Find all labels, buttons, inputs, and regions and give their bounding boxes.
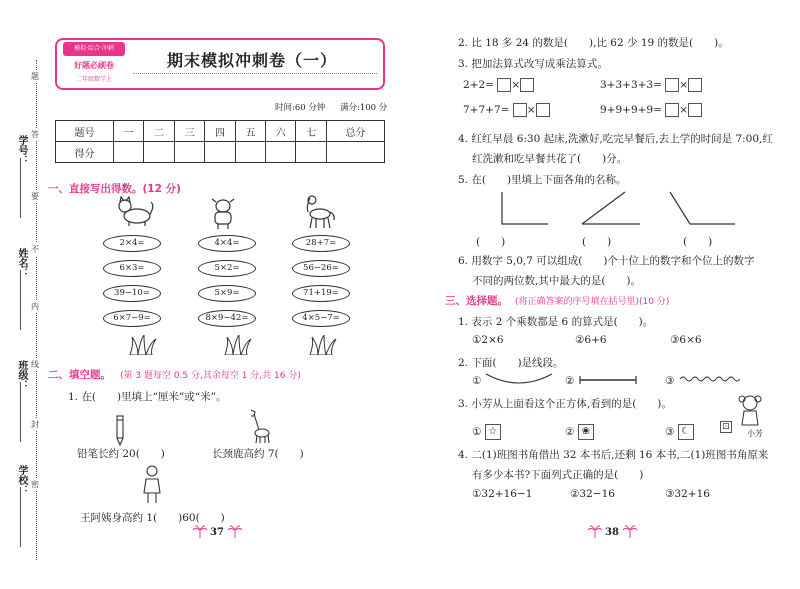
wavy-line-icon bbox=[678, 374, 740, 384]
choice-option[interactable]: ① bbox=[472, 375, 482, 387]
bind-char: 密 bbox=[31, 480, 39, 489]
cube-icon: ⚀ bbox=[720, 421, 732, 433]
add-to-multiply-row: 2+2= × bbox=[463, 78, 534, 92]
addition-expression: 3+3+3+3= bbox=[600, 79, 662, 91]
choice-option[interactable]: ②32−16 bbox=[570, 488, 615, 500]
bind-char: 要 bbox=[31, 192, 39, 201]
oral-calc-item[interactable]: 39−10= bbox=[103, 285, 161, 302]
fill-q6-line1[interactable]: 6. 用数字 5,0,7 可以组成( )个十位上的数字和个位上的数字 bbox=[458, 255, 755, 267]
oral-calc-item[interactable]: 4×4= bbox=[198, 235, 256, 252]
section1-title: 一、直接写出得数。(12 分) bbox=[48, 183, 181, 195]
header-subtitle: 好题必刷卷 bbox=[74, 61, 114, 70]
choice-option[interactable]: ③ bbox=[665, 375, 675, 387]
score-input-cell[interactable] bbox=[326, 142, 384, 163]
palm-tree-icon bbox=[588, 524, 602, 538]
score-table-header-row bbox=[56, 121, 385, 142]
cat-icon bbox=[115, 196, 155, 228]
answer-box[interactable] bbox=[520, 78, 534, 92]
bind-char: 不 bbox=[31, 245, 39, 254]
choice-q1[interactable]: 1. 表示 2 个乘数都是 6 的算式是( )。 bbox=[458, 316, 654, 328]
score-input-cell[interactable] bbox=[205, 142, 235, 163]
choice-option[interactable]: ③32+16 bbox=[665, 488, 710, 500]
oral-calc-item[interactable]: 8×9−42= bbox=[198, 310, 256, 327]
bind-char: 内 bbox=[31, 302, 39, 311]
header-grade: 二年级数学上 bbox=[75, 76, 112, 83]
oral-calc-item[interactable]: 2×4= bbox=[103, 235, 161, 252]
score-cell: 题号 bbox=[56, 121, 114, 142]
score-cell: 六 bbox=[266, 121, 296, 142]
add-to-multiply-row: 3+3+3+3= × bbox=[600, 78, 702, 92]
choice-option[interactable]: ② bbox=[565, 426, 575, 438]
exam-full-score: 满分:100 分 bbox=[340, 103, 388, 113]
add-to-multiply-row: 7+7+7= × bbox=[463, 103, 550, 117]
header-tag: 模拟·综合·冲刺 bbox=[63, 42, 125, 56]
choice-option[interactable]: ②6+6 bbox=[575, 334, 607, 346]
palm-tree-icon bbox=[623, 524, 637, 538]
section2-title: 二、填空题。 bbox=[48, 369, 111, 381]
score-input-cell[interactable] bbox=[296, 142, 326, 163]
choice-q4-line1: 4. 二(1)班图书角借出 32 本书后,还剩 16 本书,二(1)班图书角原来 bbox=[458, 449, 769, 461]
angle-name-blank[interactable]: ( ) bbox=[476, 236, 506, 248]
score-cell: 得分 bbox=[56, 142, 114, 163]
grass-icon bbox=[223, 335, 253, 355]
oral-calc-item[interactable]: 71+19= bbox=[292, 285, 350, 302]
answer-box[interactable] bbox=[688, 103, 702, 117]
answer-box[interactable] bbox=[497, 78, 511, 92]
angles-figure bbox=[490, 190, 750, 230]
pencil-length-question[interactable]: 铅笔长约 20( ) bbox=[77, 448, 165, 460]
header-dotted-line bbox=[133, 73, 377, 74]
fill-q5: 5. 在( )里填上下面各角的名称。 bbox=[458, 174, 627, 186]
segment-icon bbox=[578, 376, 638, 384]
fill-q1: 1. 在( )里填上“厘米”或“米”。 bbox=[68, 391, 227, 403]
oral-calc-item[interactable]: 6×7−9= bbox=[103, 310, 161, 327]
oral-calc-item[interactable]: 6×3= bbox=[103, 260, 161, 277]
school-line[interactable] bbox=[20, 487, 21, 547]
bind-char: 线 bbox=[31, 360, 39, 369]
score-cell: 一 bbox=[114, 121, 144, 142]
addition-expression: 9+9+9+9= bbox=[600, 104, 662, 116]
angle-name-blank[interactable]: ( ) bbox=[582, 236, 612, 248]
palm-tree-icon bbox=[193, 524, 207, 538]
xiaofang-label: 小芳 bbox=[747, 429, 763, 438]
score-cell: 总分 bbox=[326, 121, 384, 142]
bind-char: 封 bbox=[31, 420, 39, 429]
answer-box[interactable] bbox=[665, 78, 679, 92]
oral-calc-item[interactable]: 56−26= bbox=[292, 260, 350, 277]
score-cell: 四 bbox=[205, 121, 235, 142]
score-table bbox=[55, 120, 385, 163]
pencil-icon bbox=[115, 414, 125, 446]
flower-icon: ❀ bbox=[578, 424, 594, 440]
score-cell: 五 bbox=[235, 121, 265, 142]
wang-height-question[interactable]: 王阿姨身高约 1( )60( ) bbox=[80, 512, 225, 524]
exam-time: 时间:60 分钟 bbox=[275, 103, 326, 113]
giraffe-height-question[interactable]: 长颈鹿高约 7( ) bbox=[212, 448, 304, 460]
score-cell: 三 bbox=[174, 121, 204, 142]
score-cell: 七 bbox=[296, 121, 326, 142]
addition-expression: 2+2= bbox=[463, 79, 494, 91]
class-label: 班级： bbox=[16, 360, 27, 390]
choice-option-row[interactable] bbox=[665, 424, 694, 440]
fill-q4-line2[interactable]: 红洗漱和吃早餐共花了( )分。 bbox=[472, 153, 628, 165]
answer-box[interactable] bbox=[688, 78, 702, 92]
exam-title: 期末模拟冲刺卷（一） bbox=[167, 51, 338, 70]
score-input-cell[interactable] bbox=[114, 142, 144, 163]
score-input-cell[interactable] bbox=[235, 142, 265, 163]
choice-option-row[interactable] bbox=[565, 424, 594, 440]
choice-q3[interactable]: 3. 小芳从上面看这个正方体,看到的是( )。 bbox=[458, 398, 672, 410]
student-no-line[interactable] bbox=[20, 158, 21, 218]
section3-title: 三、选择题。 bbox=[445, 295, 508, 307]
horse-icon bbox=[302, 194, 336, 230]
grass-icon bbox=[308, 335, 338, 355]
fill-q3: 3. 把加法算式改写成乘法算式。 bbox=[458, 58, 608, 70]
moon-icon: ☾ bbox=[678, 424, 694, 440]
add-to-multiply-row: 9+9+9+9= × bbox=[600, 103, 702, 117]
choice-q4-line2[interactable]: 有多少本书?下面列式正确的是( ) bbox=[472, 469, 644, 481]
grass-icon bbox=[128, 335, 158, 355]
section2-note: (第 3 题每空 0.5 分,其余每空 1 分,共 16 分) bbox=[120, 371, 301, 381]
choice-q2[interactable]: 2. 下面( )是线段。 bbox=[458, 357, 564, 369]
section3-note: (将正确答案的序号填在括号里)(10 分) bbox=[515, 297, 670, 307]
cow-icon bbox=[208, 196, 238, 230]
oral-calc-item[interactable]: 28+7= bbox=[292, 235, 350, 252]
addition-expression: 7+7+7= bbox=[463, 104, 510, 116]
curve-line-icon bbox=[484, 372, 554, 386]
choice-option[interactable]: ①2×6 bbox=[472, 334, 504, 346]
page-number-left: 37 bbox=[210, 527, 224, 538]
person-icon bbox=[140, 465, 164, 505]
fill-q6-line2[interactable]: 不同的两位数,其中最大的是( )。 bbox=[472, 275, 642, 287]
fill-q4-line1: 4. 红红早晨 6:30 起床,洗漱好,吃完早餐后,去上学的时间是 7:00,红 bbox=[458, 133, 773, 145]
score-cell: 二 bbox=[144, 121, 174, 142]
score-input-cell[interactable] bbox=[174, 142, 204, 163]
choice-option[interactable]: ② bbox=[565, 375, 575, 387]
class-line[interactable] bbox=[20, 382, 21, 442]
fill-q2[interactable]: 2. 比 18 多 24 的数是( ),比 62 少 19 的数是( )。 bbox=[458, 37, 729, 49]
name-line[interactable] bbox=[20, 270, 21, 330]
giraffe-icon bbox=[245, 408, 271, 444]
palm-tree-icon bbox=[228, 524, 242, 538]
choice-option-row[interactable] bbox=[472, 424, 501, 440]
bind-char: 答 bbox=[31, 130, 39, 139]
girl-xiaofang-icon bbox=[735, 393, 765, 429]
oral-calc-item[interactable]: 5×9= bbox=[198, 285, 256, 302]
answer-box[interactable] bbox=[513, 103, 527, 117]
student-no-label: 学号： bbox=[16, 135, 27, 165]
angle-name-blank[interactable]: ( ) bbox=[683, 236, 713, 248]
exam-header bbox=[55, 38, 385, 90]
score-input-cell[interactable] bbox=[266, 142, 296, 163]
choice-option[interactable]: ③6×6 bbox=[670, 334, 702, 346]
score-input-cell[interactable] bbox=[144, 142, 174, 163]
star-icon: ☆ bbox=[485, 424, 501, 440]
oral-calc-item[interactable]: 4×5−7= bbox=[292, 310, 350, 327]
score-table-score-row bbox=[56, 142, 385, 163]
school-label: 学校： bbox=[16, 465, 27, 495]
choice-option[interactable]: ③ bbox=[665, 426, 675, 438]
answer-box[interactable] bbox=[665, 103, 679, 117]
oral-calc-item[interactable]: 5×2= bbox=[198, 260, 256, 277]
answer-box[interactable] bbox=[536, 103, 550, 117]
choice-option[interactable]: ①32+16−1 bbox=[472, 488, 533, 500]
choice-option[interactable]: ① bbox=[472, 426, 482, 438]
page-number-right: 38 bbox=[605, 527, 619, 538]
name-label: 姓名： bbox=[16, 248, 27, 278]
bind-char: 题 bbox=[31, 72, 39, 81]
